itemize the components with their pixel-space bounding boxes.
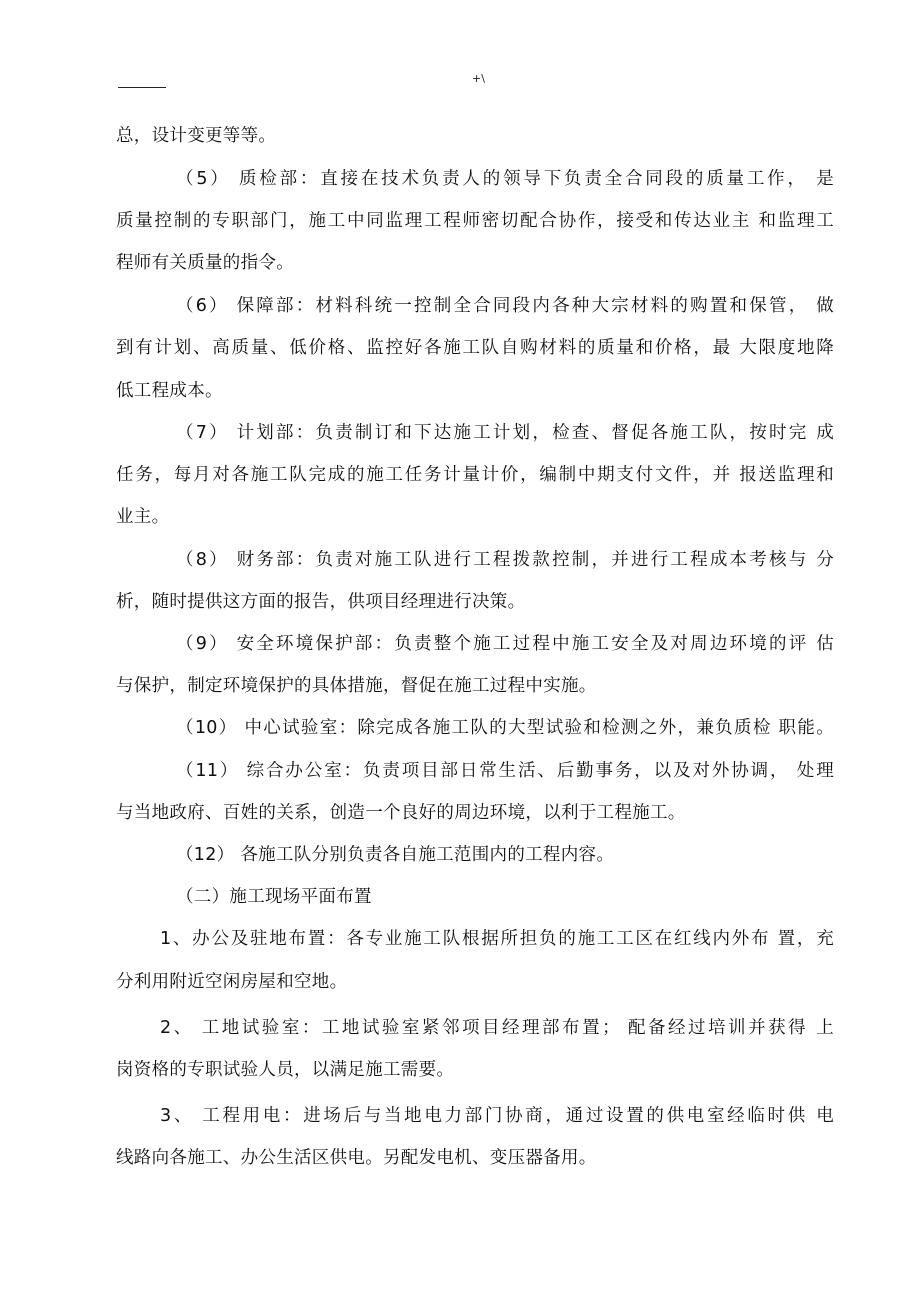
text-line: 程师有关质量的指令。 <box>116 253 294 273</box>
text-line: （9） 安全环境保护部：负责整个施工过程中施工安全及对周边环境的评 估 <box>176 634 834 654</box>
text-line: （8） 财务部：负责对施工队进行工程拨款控制，并进行工程成本考核与 分 <box>176 550 834 570</box>
text-line: （5） 质检部：直接在技术负责人的领导下负责全合同段的质量工作， 是 <box>176 169 834 189</box>
header-rule <box>118 87 166 88</box>
text-line: 与保护，制定环境保护的具体措施，督促在施工过程中实施。 <box>116 676 597 696</box>
text-line: 与当地政府、百姓的关系，创造一个良好的周边环境，以利于工程施工。 <box>116 803 686 823</box>
text-line: 低工程成本。 <box>116 381 223 401</box>
text-line: 到有计划、高质量、低价格、监控好各施工队自购材料的质量和价格，最 大限度地降 <box>116 338 834 358</box>
text-line: 任务，每月对各施工队完成的施工任务计量计价，编制中期支付文件，并 报送监理和 <box>116 465 834 485</box>
section-heading: （二）施工现场平面布置 <box>176 887 372 907</box>
text-line: 分利用附近空闲房屋和空地。 <box>116 972 348 992</box>
text-line: 1、办公及驻地布置：各专业施工队根据所担负的施工工区在红线内外布 置，充 <box>160 929 834 949</box>
text-line: （10） 中心试验室：除完成各施工队的大型试验和检测之外，兼负质检 职能。 <box>176 718 834 738</box>
text-line: （7） 计划部：负责制订和下达施工计划，检查、督促各施工队，按时完 成 <box>176 423 834 443</box>
text-line: 质量控制的专职部门，施工中同监理工程师密切配合协作，接受和传达业主 和监理工 <box>116 211 834 231</box>
text-line: （6） 保障部：材料科统一控制全合同段内各种大宗材料的购置和保管， 做 <box>176 296 834 316</box>
text-line: 岗资格的专职试验人员，以满足施工需要。 <box>116 1060 455 1080</box>
text-line: 线路向各施工、办公生活区供电。另配发电机、变压器备用。 <box>116 1148 597 1168</box>
header-mark: +\ <box>472 72 485 85</box>
text-line: 业主。 <box>116 507 170 527</box>
text-line: （12） 各施工队分别负责各自施工范围内的工程内容。 <box>176 845 615 865</box>
text-line: 析，随时提供这方面的报告，供项目经理进行决策。 <box>116 592 526 612</box>
text-line: 3、 工程用电：进场后与当地电力部门协商，通过设置的供电室经临时供 电 <box>160 1106 834 1126</box>
text-line: （11） 综合办公室：负责项目部日常生活、后勤事务，以及对外协调， 处理 <box>176 761 834 781</box>
text-line: 2、 工地试验室：工地试验室紧邻项目经理部布置； 配备经过培训并获得 上 <box>160 1018 834 1038</box>
text-line: 总，设计变更等等。 <box>116 126 277 146</box>
